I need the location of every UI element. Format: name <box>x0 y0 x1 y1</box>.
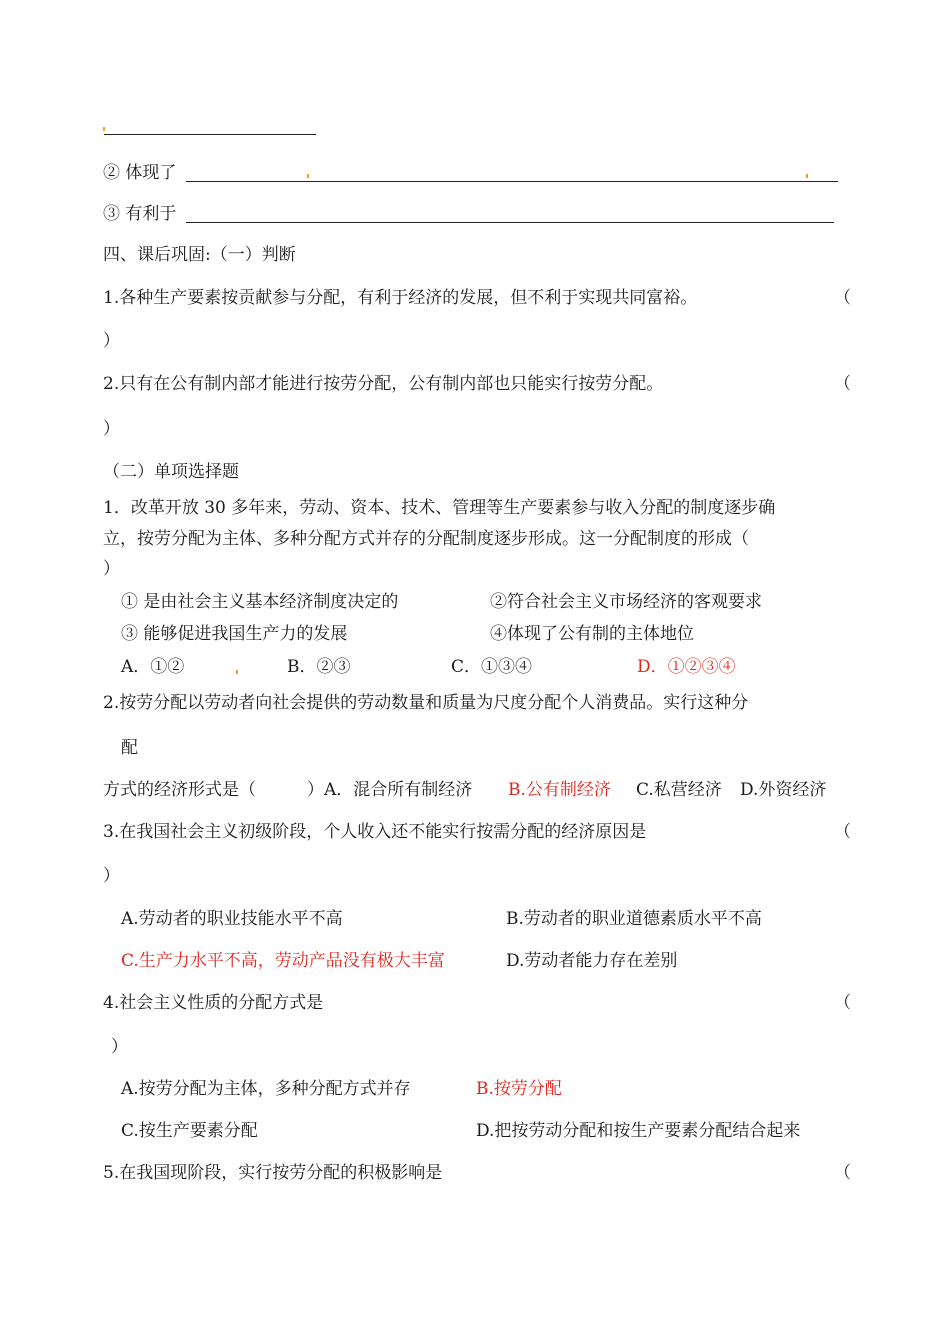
blank-line-top <box>104 134 316 135</box>
section-title-review: 四、课后巩固:（一）判断 <box>103 245 296 265</box>
mc-q3-choice-a: A.劳动者的职业技能水平不高 <box>121 909 343 929</box>
mc-q3-choice-c-answer: C.生产力水平不高，劳动产品没有极大丰富 <box>121 951 445 971</box>
mc-q5-line-1: 5.在我国现阶段，实行按劳分配的积极影响是 <box>103 1163 443 1183</box>
judge-2-paren-close: ） <box>103 419 120 439</box>
mc-q1-statement-1: ① 是由社会主义基本经济制度决定的 <box>121 592 399 612</box>
mc-q4-line-1: 4.社会主义性质的分配方式是 <box>103 993 324 1013</box>
mc-q3-choice-b: B.劳动者的职业道德素质水平不高 <box>506 909 762 929</box>
mc-q1-line-2: 立，按劳分配为主体、多种分配方式并存的分配制度逐步形成。这一分配制度的形成（ <box>103 529 749 549</box>
mc-q2-choice-c: C.私营经济 <box>636 780 722 800</box>
mc-q1-choice-b: B．②③ <box>287 657 351 677</box>
mc-q1-choice-c: C．①③④ <box>451 657 533 677</box>
mc-q3-line-1: 3.在我国社会主义初级阶段，个人收入还不能实行按需分配的经济原因是 <box>103 822 647 842</box>
mc-q2-line-3: 方式的经济形式是（ ）A．混合所有制经济 <box>103 780 473 800</box>
mc-q1-line-3: ） <box>103 559 120 579</box>
mc-q4-paren-open: （ <box>834 993 851 1013</box>
fill-in-item-2-label: ② 体现了 <box>103 163 177 183</box>
mc-q1-choice-a: A．①② <box>121 657 185 677</box>
mc-q2-line-1: 2.按劳分配以劳动者向社会提供的劳动数量和质量为尺度分配个人消费品。实行这种分 <box>103 693 749 713</box>
blank-line-item-3 <box>186 222 834 223</box>
mc-q3-paren-close: ） <box>103 866 120 886</box>
judge-1-paren-close: ） <box>103 331 120 351</box>
judge-1-paren-open: （ <box>834 288 851 308</box>
mc-q1-line-1: 1．改革开放 30 多年来，劳动、资本、技术、管理等生产要素参与收入分配的制度逐步确 <box>103 498 776 518</box>
judge-2-paren-open: （ <box>834 374 851 394</box>
judge-question-1: 1.各种生产要素按贡献参与分配，有利于经济的发展，但不利于实现共同富裕。 <box>103 288 698 308</box>
yellow-mark <box>236 670 238 674</box>
mc-q3-choice-d: D.劳动者能力存在差别 <box>506 951 678 971</box>
mc-q2-choice-d: D.外资经济 <box>740 780 827 800</box>
judge-question-2: 2.只有在公有制内部才能进行按劳分配，公有制内部也只能实行按劳分配。 <box>103 374 664 394</box>
mc-q1-choice-d-answer: D．①②③④ <box>637 657 736 677</box>
mc-q2-line-2: 配 <box>121 738 138 758</box>
yellow-mark <box>307 174 309 178</box>
mc-q4-choice-d: D.把按劳动分配和按生产要素分配结合起来 <box>476 1121 801 1141</box>
mc-q1-statement-4: ④体现了公有制的主体地位 <box>490 624 694 644</box>
mc-q5-paren-open: （ <box>834 1163 851 1183</box>
mc-q1-statement-2: ②符合社会主义市场经济的客观要求 <box>490 592 762 612</box>
mc-q3-paren-open: （ <box>834 822 851 842</box>
section-title-multiple-choice: （二）单项选择题 <box>103 462 239 482</box>
fill-in-item-3-label: ③ 有利于 <box>103 204 177 224</box>
mc-q4-paren-close: ） <box>111 1037 128 1057</box>
mc-q2-choice-b-answer: B.公有制经济 <box>508 780 611 800</box>
blank-line-item-2 <box>186 181 838 182</box>
mc-q1-statement-3: ③ 能够促进我国生产力的发展 <box>121 624 348 644</box>
mc-q4-choice-a: A.按劳分配为主体，多种分配方式并存 <box>121 1079 411 1099</box>
mc-q4-choice-b-answer: B.按劳分配 <box>476 1079 562 1099</box>
yellow-mark <box>806 174 808 178</box>
mc-q4-choice-c: C.按生产要素分配 <box>121 1121 258 1141</box>
yellow-mark <box>103 127 105 131</box>
